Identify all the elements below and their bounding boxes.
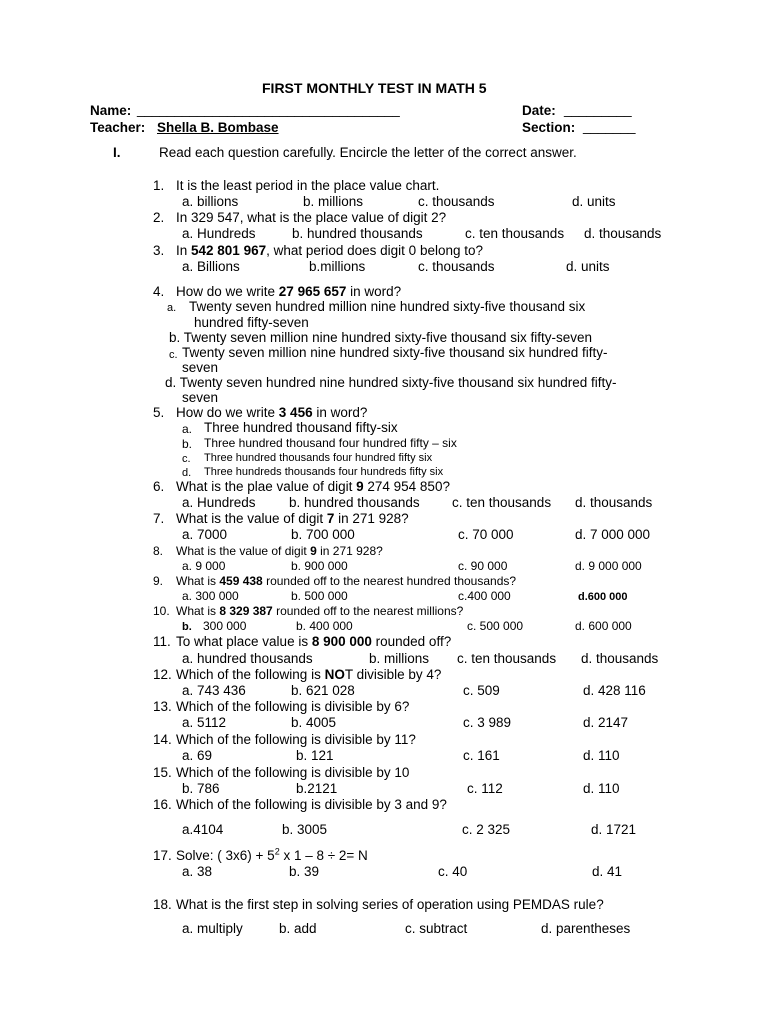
q12-choice-d[interactable]: d. 428 116 bbox=[583, 683, 646, 698]
q17-choice-b[interactable]: b. 39 bbox=[289, 864, 320, 879]
q3-choice-a[interactable]: a. Billions bbox=[182, 259, 240, 274]
q1-choice-c[interactable]: c. thousands bbox=[418, 194, 495, 209]
q10-choice-a[interactable]: 300 000 bbox=[203, 619, 247, 633]
date-label: Date: bbox=[522, 103, 556, 118]
q11-choice-a[interactable]: a. hundred thousands bbox=[182, 651, 313, 666]
q10-choice-c[interactable]: c. 500 000 bbox=[467, 619, 524, 633]
q4-choice-d[interactable]: d. Twenty seven hundred nine hundred sixty-five thousand six hundred fifty- bbox=[165, 375, 617, 390]
q7-number: 7. bbox=[153, 511, 165, 526]
q5-choice-d[interactable]: Three hundreds thousands four hundreds fifty six bbox=[204, 466, 444, 478]
q15-number: 15. bbox=[153, 765, 172, 780]
q10-choice-b[interactable]: b. 400 000 bbox=[296, 619, 353, 633]
q10-number: 10. bbox=[153, 604, 170, 618]
q7-choice-c[interactable]: c. 70 000 bbox=[458, 527, 514, 542]
q17-choice-c[interactable]: c. 40 bbox=[438, 864, 468, 879]
q4-choice-a-cont: hundred fifty-seven bbox=[194, 315, 309, 330]
q9-choice-c[interactable]: c.400 000 bbox=[458, 589, 511, 603]
q14-text: Which of the following is divisible by 11? bbox=[176, 732, 416, 747]
section-label: Section: bbox=[522, 120, 576, 135]
q2-choice-a[interactable]: a. Hundreds bbox=[182, 226, 256, 241]
q9-choice-b[interactable]: b. 500 000 bbox=[291, 589, 348, 603]
q14-choice-a[interactable]: a. 69 bbox=[182, 748, 213, 763]
q15-choice-b[interactable]: b.2121 bbox=[296, 781, 338, 796]
q18-number: 18. bbox=[153, 897, 172, 912]
name-field[interactable]: ___________________________________ bbox=[137, 102, 400, 117]
q13-choice-c[interactable]: c. 3 989 bbox=[463, 715, 512, 730]
q7-text: What is the value of digit 7 in 271 928? bbox=[176, 511, 409, 526]
q4-choice-c-cont: seven bbox=[182, 360, 219, 375]
q12-choice-a[interactable]: a. 743 436 bbox=[182, 683, 246, 698]
q9-number: 9. bbox=[153, 574, 164, 588]
q9-choice-d[interactable]: d.600 000 bbox=[578, 591, 628, 603]
q3-text: In 542 801 967, what period does digit 0 belong to? bbox=[176, 243, 483, 258]
q6-choice-a[interactable]: a. Hundreds bbox=[182, 495, 256, 510]
q15-choice-d[interactable]: d. 110 bbox=[583, 781, 620, 796]
q12-choice-c[interactable]: c. 509 bbox=[463, 683, 500, 698]
q4-choice-c-letter[interactable]: c. bbox=[169, 349, 178, 361]
q18-choice-b[interactable]: b. add bbox=[279, 921, 317, 936]
q5-text: How do we write 3 456 in word? bbox=[176, 405, 368, 420]
q12-number: 12. bbox=[153, 667, 172, 682]
q8-choice-c[interactable]: c. 90 000 bbox=[458, 559, 508, 573]
q4-number: 4. bbox=[153, 284, 165, 299]
q16-choice-b[interactable]: b. 3005 bbox=[282, 822, 328, 837]
q2-text: In 329 547, what is the place value of digit 2? bbox=[176, 210, 447, 225]
q10-text: What is 8 329 387 rounded off to the nearest millions? bbox=[176, 604, 464, 618]
q9-choice-a[interactable]: a. 300 000 bbox=[182, 589, 239, 603]
q5-choice-b[interactable]: Three hundred thousand four hundred fifty – six bbox=[204, 436, 457, 450]
q3-number: 3. bbox=[153, 243, 165, 258]
q8-number: 8. bbox=[153, 544, 164, 558]
q14-choice-b[interactable]: b. 121 bbox=[296, 748, 334, 763]
page-title: FIRST MONTHLY TEST IN MATH 5 bbox=[262, 80, 487, 96]
q8-choice-b[interactable]: b. 900 000 bbox=[291, 559, 348, 573]
instruction: Read each question carefully. Encircle the letter of the correct answer. bbox=[159, 145, 577, 160]
q6-choice-b[interactable]: b. hundred thousands bbox=[289, 495, 420, 510]
q6-choice-c[interactable]: c. ten thousands bbox=[452, 495, 552, 510]
q16-text: Which of the following is divisible by 3 and 9? bbox=[176, 797, 447, 812]
q13-choice-d[interactable]: d. 2147 bbox=[583, 715, 629, 730]
q14-number: 14. bbox=[153, 732, 172, 747]
q2-choice-c[interactable]: c. ten thousands bbox=[465, 226, 565, 241]
q5-choice-a-letter[interactable]: a. bbox=[182, 422, 193, 436]
q12-choice-b[interactable]: b. 621 028 bbox=[291, 683, 355, 698]
q8-text: What is the value of digit 9 in 271 928? bbox=[176, 544, 383, 558]
q10-choice-d[interactable]: d. 600 000 bbox=[575, 619, 632, 633]
q17-choice-d[interactable]: d. 41 bbox=[592, 864, 623, 879]
q18-choice-a[interactable]: a. multiply bbox=[182, 921, 243, 936]
section-field[interactable]: _______ bbox=[583, 119, 636, 134]
q9-text: What is 459 438 rounded off to the nearest hundred thousands? bbox=[176, 574, 517, 588]
q15-text: Which of the following is divisible by 10 bbox=[176, 765, 410, 780]
q17-choice-a[interactable]: a. 38 bbox=[182, 864, 213, 879]
q1-choice-d[interactable]: d. units bbox=[572, 194, 616, 209]
q4-choice-c[interactable]: Twenty seven million nine hundred sixty-five thousand six hundred fifty- bbox=[182, 345, 608, 360]
q1-choice-a[interactable]: a. billions bbox=[182, 194, 239, 209]
q3-choice-c[interactable]: c. thousands bbox=[418, 259, 495, 274]
q18-choice-d[interactable]: d. parentheses bbox=[541, 921, 631, 936]
q11-text: To what place value is 8 900 000 rounded off? bbox=[176, 634, 452, 649]
q15-choice-a[interactable]: b. 786 bbox=[182, 781, 220, 796]
q15-choice-c[interactable]: c. 112 bbox=[467, 781, 503, 796]
teacher-name: Shella B. Bombase bbox=[157, 120, 279, 135]
q17-number: 17. bbox=[153, 848, 172, 863]
q7-choice-d[interactable]: d. 7 000 000 bbox=[575, 527, 651, 542]
q18-text: What is the first step in solving series of operation using PEMDAS rule? bbox=[176, 897, 604, 912]
date-field[interactable]: _________ bbox=[564, 102, 632, 117]
q7-choice-b[interactable]: b. 700 000 bbox=[291, 527, 355, 542]
q4-choice-a[interactable]: Twenty seven hundred million nine hundred sixty-five thousand six bbox=[189, 299, 586, 314]
q6-number: 6. bbox=[153, 479, 165, 494]
q18-choice-c[interactable]: c. subtract bbox=[405, 921, 468, 936]
q5-choice-c[interactable]: Three hundred thousands four hundred fifty six bbox=[204, 452, 433, 464]
q14-choice-c[interactable]: c. 161 bbox=[463, 748, 500, 763]
q5-choice-c-letter[interactable]: c. bbox=[182, 453, 191, 465]
q3-choice-d[interactable]: d. units bbox=[566, 259, 610, 274]
q8-choice-d[interactable]: d. 9 000 000 bbox=[575, 559, 642, 573]
q2-choice-b[interactable]: b. hundred thousands bbox=[292, 226, 423, 241]
q8-choice-a[interactable]: a. 9 000 bbox=[182, 559, 226, 573]
q14-choice-d[interactable]: d. 110 bbox=[583, 748, 620, 763]
q2-choice-d[interactable]: d. thousands bbox=[584, 226, 662, 241]
q5-number: 5. bbox=[153, 405, 165, 420]
teacher-label: Teacher: bbox=[90, 120, 146, 135]
q16-number: 16. bbox=[153, 797, 172, 812]
q4-choice-b[interactable]: b. Twenty seven million nine hundred sixty-five thousand six fifty-seven bbox=[169, 330, 592, 345]
q1-choice-b[interactable]: b. millions bbox=[303, 194, 364, 209]
q11-choice-d[interactable]: d. thousands bbox=[581, 651, 659, 666]
q13-number: 13. bbox=[153, 699, 172, 714]
q11-number: 11. bbox=[153, 634, 171, 649]
q10-choice-a-letter[interactable]: b. bbox=[182, 621, 192, 633]
q11-choice-c[interactable]: c. ten thousands bbox=[457, 651, 557, 666]
q4-choice-a-letter[interactable]: a. bbox=[167, 302, 177, 314]
q6-choice-d[interactable]: d. thousands bbox=[575, 495, 653, 510]
q11-choice-b[interactable]: b. millions bbox=[369, 651, 430, 666]
q5-choice-b-letter[interactable]: b. bbox=[182, 437, 193, 451]
q16-choice-d[interactable]: d. 1721 bbox=[591, 822, 637, 837]
q1-text: It is the least period in the place value chart. bbox=[176, 178, 440, 193]
q7-choice-a[interactable]: a. 7000 bbox=[182, 527, 228, 542]
q4-choice-d-cont: seven bbox=[182, 390, 219, 405]
q16-choice-a[interactable]: a.4104 bbox=[182, 822, 224, 837]
q16-choice-c[interactable]: c. 2 325 bbox=[462, 822, 511, 837]
part-numeral: I. bbox=[113, 145, 121, 160]
q13-choice-a[interactable]: a. 5112 bbox=[182, 715, 227, 730]
q5-choice-d-letter[interactable]: d. bbox=[182, 467, 192, 479]
name-label: Name: bbox=[90, 103, 132, 118]
q6-text: What is the plae value of digit 9 274 954 850? bbox=[176, 479, 450, 494]
q2-number: 2. bbox=[153, 210, 165, 225]
q17-text: Solve: ( $3x6) + 5^2$ x 1 – 8 ÷ 2= N bbox=[176, 846, 368, 863]
q1-number: 1. bbox=[153, 178, 165, 193]
q3-choice-b[interactable]: b.millions bbox=[309, 259, 366, 274]
q5-choice-a[interactable]: Three hundred thousand fifty-six bbox=[204, 420, 398, 435]
q13-choice-b[interactable]: b. 4005 bbox=[291, 715, 337, 730]
q12-text: Which of the following is NOT divisible by 4? bbox=[176, 667, 442, 682]
q4-text: How do we write 27 965 657 in word? bbox=[176, 284, 402, 299]
q13-text: Which of the following is divisible by 6? bbox=[176, 699, 410, 714]
